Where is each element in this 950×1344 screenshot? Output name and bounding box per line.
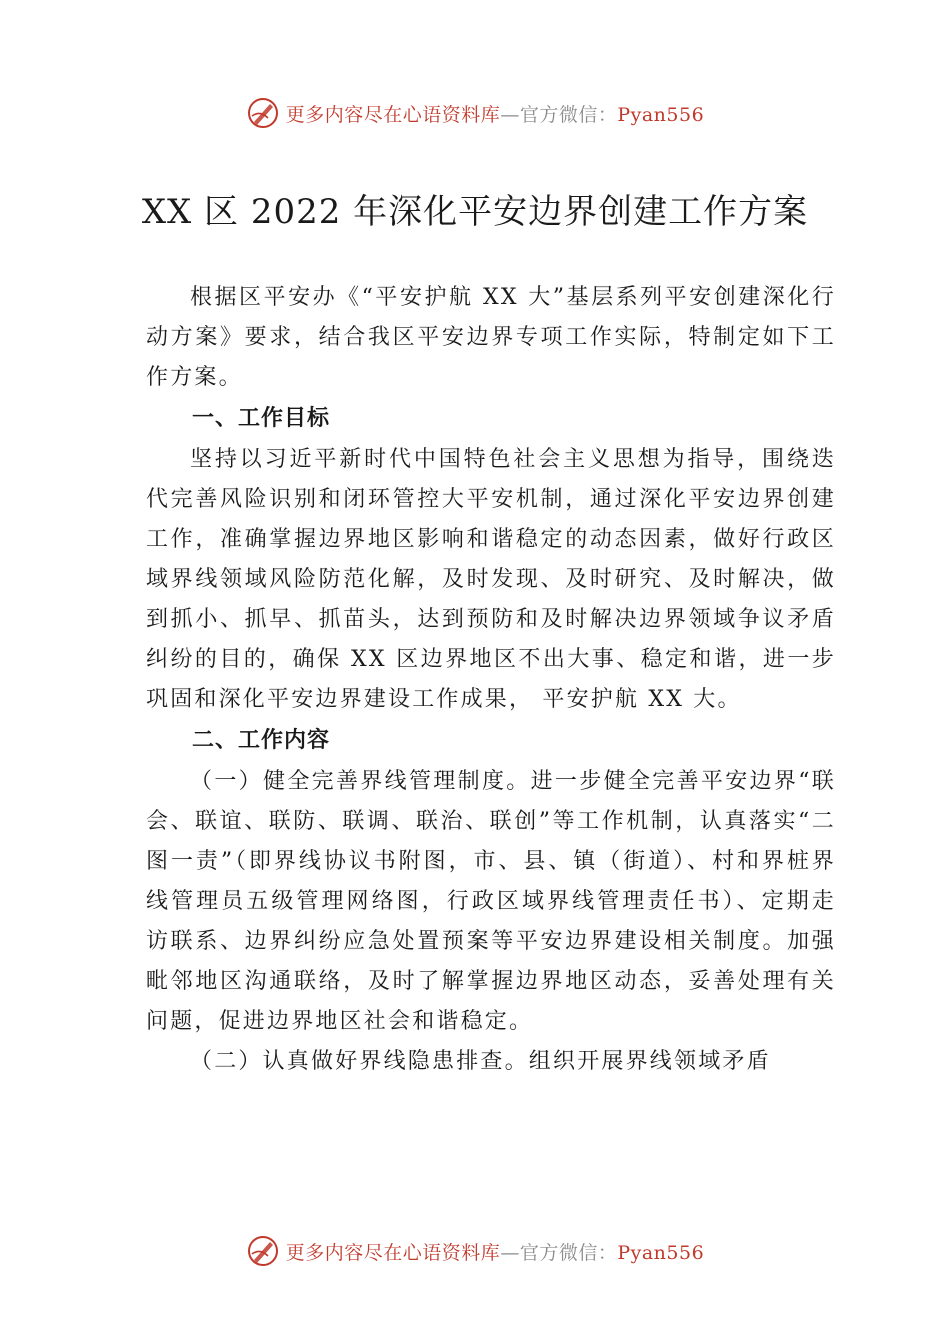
- intro-paragraph: 根据区平安办《“平安护航 XX 大”基层系列平安创建深化行动方案》要求，结合我区平安边界专项工作实际，特制定如下工作方案。: [146, 285, 836, 390]
- content-item-2: （二）认真做好界线隐患排查。组织开展界线领域矛盾: [190, 1049, 771, 1074]
- content-item-1: （一）健全完善界线管理制度。进一步健全完善平安边界“联会、联谊、联防、联调、联治、联创”等工作机制，认真落实“二图一责”（即界线协议书附图，市、县、镇（街道）、村和界桩界线管理员五级管理网络图，行政区域界线管理责任书）、定期走访联系、边界纠纷应急处置预案等平安边界建设相关制度。加强毗邻地区沟通联络，及时了解掌握边界地区动态，妥善处理有关问题，促进边界地区社会和谐稳定。: [146, 769, 836, 1034]
- watermark-header: [0, 96, 950, 130]
- document-body: [146, 278, 836, 1082]
- section-heading-content: 二、工作内容: [192, 728, 331, 753]
- goals-paragraph: 坚持以习近平新时代中国特色社会主义思想为指导，围绕迭代完善风险识别和闭环管控大平安机制，通过深化平安边界创建工作，准确掌握边界地区影响和谐稳定的动态因素，做好行政区域界线领域风险防范化解，及时发现、及时研究、及时解决，做到抓小、抓早、抓苗头，达到预防和及时解决边界领域争议矛盾纠纷的目的，确保 XX 区边界地区不出大事、稳定和谐，进一步巩固和深化平安边界建设工作成果， 平安护航 XX 大。: [146, 447, 836, 712]
- watermark-text: 更多内容尽在心语资料库—官方微信：Pyan556: [285, 103, 705, 126]
- watermark-footer: [0, 1234, 950, 1268]
- quill-logo-icon: [246, 96, 280, 130]
- watermark-text: 更多内容尽在心语资料库—官方微信：Pyan556: [285, 1241, 705, 1264]
- quill-logo-icon: [246, 1234, 280, 1268]
- document-title: XX 区 2022 年深化平安边界创建工作方案: [141, 192, 809, 232]
- section-heading-goals: 一、工作目标: [192, 406, 331, 431]
